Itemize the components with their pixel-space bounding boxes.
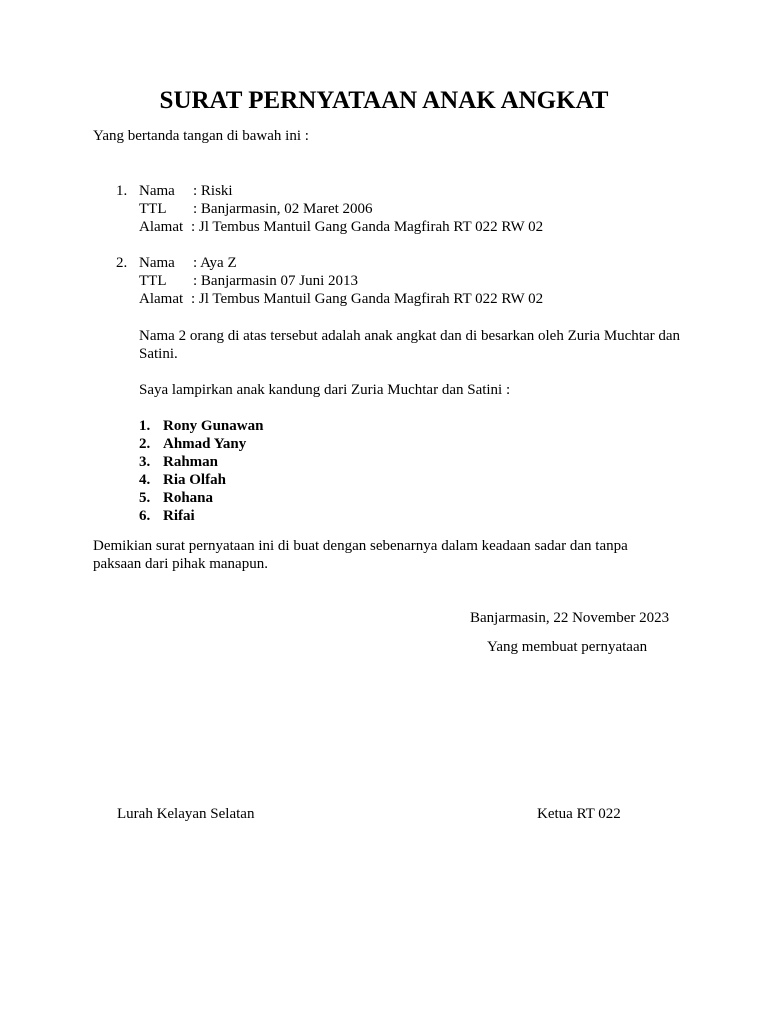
child-name: Rony Gunawan [163, 418, 264, 434]
person-nama-row [139, 254, 237, 272]
intro-text: Yang bertanda tangan di bawah ini : [93, 128, 309, 144]
ttl-label: TTL [139, 201, 167, 217]
place-date: Banjarmasin, 22 November 2023 [470, 610, 670, 626]
person-nama-row [139, 182, 233, 200]
person-alamat-row [139, 218, 543, 236]
signatory-left: Lurah Kelayan Selatan [117, 806, 255, 822]
child-name: Rohana [163, 490, 214, 506]
alamat-label: Alamat [139, 219, 184, 235]
nama-label: Nama [139, 183, 175, 199]
person-number: 2. [116, 255, 128, 271]
document-title: SURAT PERNYATAAN ANAK ANGKAT [159, 87, 609, 114]
person-alamat-row [139, 290, 543, 308]
closing-paragraph: Demikian surat pernyataan ini di buat dengan sebenarnya dalam keadaan sadar dan tanpa paksaan dari pihak manapun. [93, 538, 628, 572]
list-item [139, 417, 263, 435]
child-number: 4. [139, 472, 151, 488]
list-item [139, 507, 195, 525]
nama-label: Nama [139, 255, 175, 271]
statement-paragraph: Nama 2 orang di atas tersebut adalah anak angkat dan di besarkan oleh Zuria Muchtar dan Satini. [139, 328, 681, 362]
list-item [139, 489, 213, 507]
children-intro: Saya lampirkan anak kandung dari Zuria Muchtar dan Satini : [139, 382, 511, 398]
child-number: 2. [139, 436, 151, 452]
alamat-value: : Jl Tembus Mantuil Gang Ganda Magfirah RT 022 RW 02 [191, 291, 544, 307]
list-item [139, 453, 218, 471]
person-number: 1. [116, 183, 128, 199]
ttl-value: : Banjarmasin, 02 Maret 2006 [193, 201, 373, 217]
child-number: 1. [139, 418, 151, 434]
child-name: Rahman [163, 454, 219, 470]
signatory-right: Ketua RT 022 [537, 806, 621, 822]
list-item [139, 435, 246, 453]
child-name: Ahmad Yany [163, 436, 247, 452]
child-number: 3. [139, 454, 151, 470]
child-name: Rifai [163, 508, 195, 524]
nama-value: : Aya Z [193, 255, 237, 271]
list-item [139, 471, 226, 489]
alamat-label: Alamat [139, 291, 184, 307]
nama-value: : Riski [193, 183, 233, 199]
ttl-value: : Banjarmasin 07 Juni 2013 [193, 273, 358, 289]
maker-label: Yang membuat pernyataan [487, 639, 648, 655]
child-name: Ria Olfah [163, 472, 226, 488]
person-ttl-row [139, 200, 373, 218]
child-number: 5. [139, 490, 151, 506]
child-number: 6. [139, 508, 151, 524]
person-ttl-row [139, 272, 358, 290]
alamat-value: : Jl Tembus Mantuil Gang Ganda Magfirah RT 022 RW 02 [191, 219, 544, 235]
ttl-label: TTL [139, 273, 167, 289]
